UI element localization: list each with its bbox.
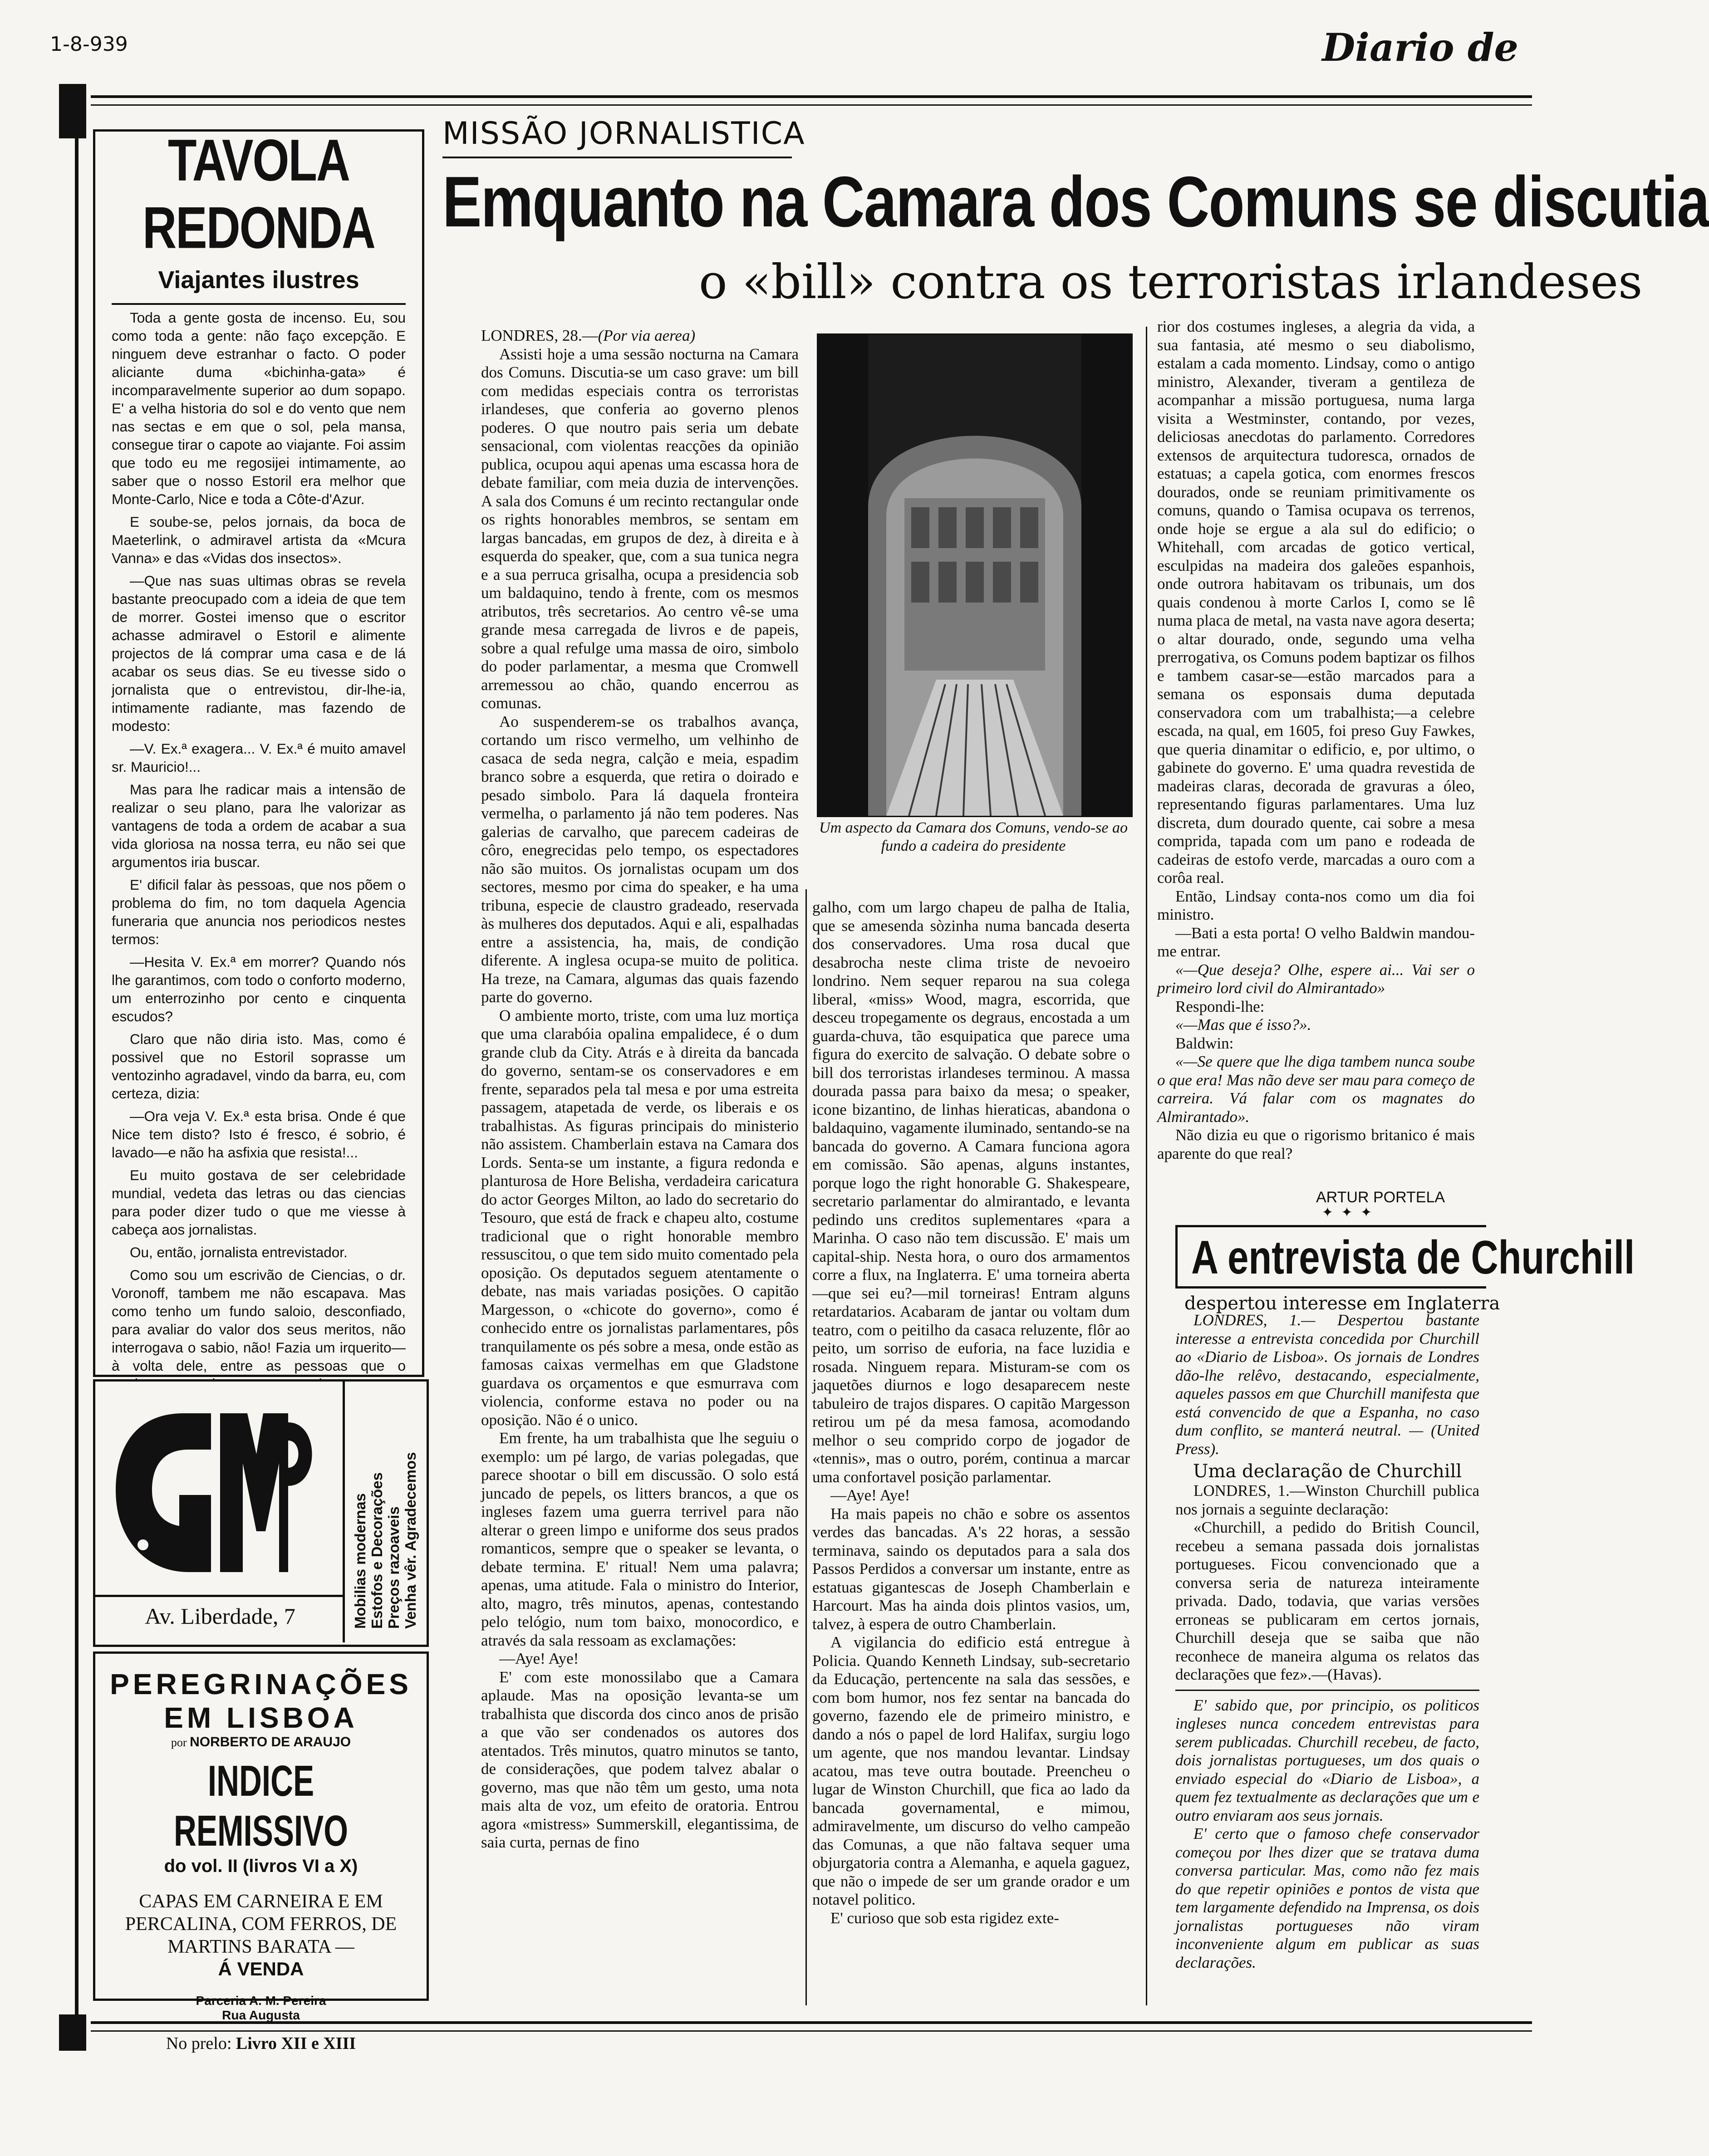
article-paragraph: «—Se quere que lhe diga tambem nunca soube o que era! Mas não deve ser mau para começo de carreira. Vá falar com os magnates do Almirantado».: [1157, 1053, 1475, 1126]
article-paragraph: Baldwin:: [1175, 1034, 1234, 1052]
gmp-address: Av. Liberdade, 7: [145, 1603, 295, 1629]
press-line: [95, 2034, 427, 2053]
tavola-title: TAVOLA REDONDA: [142, 127, 375, 261]
page-date: 1-8-939: [50, 33, 128, 56]
article-paragraph: —Aye! Aye!: [830, 1486, 910, 1504]
churchill-column: [1175, 1311, 1479, 2010]
churchill-headline: A entrevista de Churchill: [1191, 1231, 1635, 1284]
declaration-title: Uma declaração de Churchill: [1193, 1461, 1462, 1482]
gmp-slogan: Mobilias modernas: [352, 1493, 368, 1629]
tavola-paragraph: Mas para lhe radicar mais a intensão de realizar o seu plano, para lhe valorizar as vantagens de toda a ordem de acabar a sua vida gloriosa na nossa terra, eu não sei que argumentos iria buscar.: [112, 781, 406, 870]
tavola-paragraph: Claro que não diria isto. Mas, como é possivel que no Estoril soprasse um ventozinho agradavel, vindo da barra, eu, com certeza, dizia:: [112, 1031, 406, 1102]
churchill-subheadline: despertou interesse em Inglaterra: [1184, 1293, 1500, 1314]
ornament: ✦ ✦ ✦: [1321, 1205, 1374, 1220]
photo-illustration: [818, 335, 1131, 816]
article-paragraph: Não dizia eu que o rigorismo britanico é mais aparente do que real?: [1157, 1126, 1475, 1162]
divider: [1175, 1690, 1479, 1691]
article-paragraph: A vigilancia do edificio está entregue à Policia. Quando Kenneth Lindsay, sub-secretario da Educação, pertencente na sala das sessões, e com bom humor, nos fez sentar na bancada do governo, fazendo ele de primeiro ministro, e dando a nós o papel de lord Halifax, surgiu logo um agente, que nos mandou levantar. Lindsay acatou, mas teve outra boutade. Preencheu o lugar de Winston Churchill, que fica ao lado da bancada governamental, e mimou, admiravelmente, um discurso do velho campeão das Comunas, a que não faltava sequer uma objurgatoria contra a Alemanha, e aquela gaguez, que não o impede de ser um grande orador e um notavel politico.: [812, 1633, 1130, 1908]
article-paragraph: E' curioso que sob esta rigidez exte-: [830, 1909, 1059, 1927]
margin-line: [75, 136, 79, 2019]
article-paragraph: Ha mais papeis no chão e sobre os assentos verdes das bancadas. A's 22 horas, a sessão terminava, saindo os deputados para a sala dos Passos Perdidos a conversar um instante, entre as estatuas gigantescas de Joseph Chamberlain e Harcourt. Mas ha ainda dois plintos vasios, um, talvez, à espera de outro Chamberlain.: [812, 1504, 1130, 1633]
ad-title: PEREGRINAÇÕES: [110, 1668, 412, 1700]
article-column-1: [481, 327, 799, 2010]
index-title: INDICE REMISSIVO: [173, 1757, 349, 1855]
churchill-paragraph: «Churchill, a pedido do British Council, recebeu a semana passada dois jornalistas portugueses. Ficou convencionado que a conversa seria de natureza inteiramente privada. Dado, todavia, que varias versões erroneas se publicaram em certos jornais, Churchill deseja que se saiba que não reconhece de maneira alguma os relatos das declarações que fez».—(Havas).: [1175, 1519, 1479, 1683]
tavola-paragraph: Eu muito gostava de ser celebridade mundial, vedeta das letras ou das ciencias para poder dizer tudo o que me viesse à cabeça aos jornalistas.: [112, 1167, 406, 1238]
gmp-advertisement: [93, 1379, 429, 1647]
article-paragraph: Ao suspenderem-se os trabalhos avança, cortando um risco vermelho, um velhinho de casaca de seda negra, calção e meia, espadim branco sobre a esquerda, que retira o doirado e pesado simbolo. Para lá daquela fronteira vermelha, o parlamento já não tem poderes. Nas galerias de carvalho, que parecem cadeiras de côro, enegrecidas pelo tempo, os espectadores não são muitos. Os jornalistas ocupam um dos sectores, mesmo por cima do speaker, e ha uma tribuna, especie de claustro gradeado, reservada às mulheres dos deputados. Aqui e ali, espalhadas entre a assistencia, ha, mais, de condição diferente. A inglesa ocupa-se muito de politica. Ha treze, na Camara, algumas das quais fazendo parte do governo.: [481, 712, 799, 1006]
gmp-slogan: Venha vêr. Agradecemos: [402, 1452, 419, 1629]
tavola-subtitle: Viajantes ilustres: [158, 266, 359, 294]
gmp-slogans: [352, 1393, 420, 1629]
article-paragraph: rior dos costumes ingleses, a alegria da vida, a sua fantasia, até mesmo o seu diabolismo, estalam a cada momento. Lindsay, como o antigo ministro, Alexander, tiveram a gentileza de acompanhar a missão portuguesa, numa larga visita a Westminster, contando, por vezes, deliciosas anecdotas do parlamento. Corredores extensos de arquitectura tudoresca, ornados de estatuas; a capela gotica, com enormes frescos dourados, onde se reuniam primitivamente os comuns, quando o Tamisa ocupava os terrenos, onde hoje se ergue a ala sul do edificio; o Whitehall, com arcadas de gotico vertical, esculpidas na madeira dos galeões espanhois, onde outrora habitavam os tribunais, um dos quais condenou à morte Carlos I, como se lê numa placa de metal, na vasta nave agora deserta; o altar dourado, onde, segundo uma velha prerrogativa, os Comuns podem baptizar os filhos e tambem casar-se—estão marcados para a semana os esponsais duma deputada conservadora com um trabalhista;—a celebre escada, na qual, em 1605, foi preso Guy Fawkes, que queria dinamitar o edificio, e, por ultimo, o gabinete do governo. E' uma quadra revestida de madeiras claras, decorada de gravuras a óleo, representando figuras parlamentares. Uma luz discreta, dum dourado quente, cai sobre a mesa comprida, tapada com um pano e rodeada de cadeiras de estofo verde, marcadas a ouro com a corôa real.: [1157, 318, 1475, 887]
press-books: Livro XII e XIII: [236, 2034, 356, 2053]
article-paragraph: Então, Lindsay conta-nos como um dia foi ministro.: [1157, 887, 1475, 923]
tavola-paragraph: E soube-se, pelos jornais, da boca de Maeterlink, o admiravel artista da «Mcura Vanna» e das «Vidas dos insectos».: [112, 514, 406, 566]
churchill-paragraph: E' certo que o famoso chefe conservador começou por lhes dizer que se tratava duma conversa particular. Mas, como não fez mais do que repetir opiniões e pontos de vista que tem largamente defendido na Imprensa, os dois jornalistas portugueses não viram inconveniente algum em publicar as suas declarações.: [1175, 1825, 1479, 1971]
divider: [112, 303, 406, 305]
gmp-logo: [107, 1395, 320, 1586]
churchill-paragraph: E' sabido que, por principio, os politicos ingleses nunca concedem entrevistas para serem publicadas. Churchill recebeu, de facto, dois jornalistas portugueses, um dos quais o enviado especial do «Diario de Lisboa», a quem fez textualmente as declarações que um e outro enviaram aos seus jornais.: [1175, 1696, 1479, 1824]
author-name: NORBERTO DE ARAUJO: [190, 1735, 351, 1749]
partner-street: Rua Augusta: [222, 2008, 300, 2022]
tavola-paragraph: —V. Ex.ª exagera... V. Ex.ª é muito amavel sr. Mauricio!...: [112, 740, 406, 775]
article-paragraph: —Aye! Aye!: [499, 1650, 579, 1667]
article-paragraph: Em frente, ha um trabalhista que lhe seguiu o exemplo: um pé largo, de varias polegadas, que parece shootar o bill em discussão. O solo está juncado de pepels, os litters brancos, a que os ingleses fazem uma guerra terrivel para não alterar o green limpo e uniforme dos seus prados romanticos, sempre que o speaker se levanta, o debate termina. E' ritual! Nem uma palavra; apenas, uma atitude. Fala o ministro do Interior, alto, magro, três minutos, apenas, contestando pelo telógio, num tom baixo, monocordico, e através da sala ressoam as exclamações:: [481, 1429, 799, 1649]
ad-title-2: EM LISBOA: [164, 1701, 358, 1734]
tavola-redonda-column: [93, 129, 424, 1377]
article-column-2: [812, 898, 1130, 2010]
bottom-rule: [91, 2021, 1532, 2032]
partner-line: [95, 1994, 427, 2023]
column-rule: [1146, 327, 1147, 2005]
churchill-paragraph: LONDRES, 1.—Winston Churchill publica nos jornais a seguinte declaração:: [1175, 1482, 1479, 1518]
article-paragraph: Respondi-lhe:: [1175, 997, 1265, 1015]
churchill-headline-box: [1175, 1225, 1635, 1289]
partner-name: Parceria A. M. Pereira: [196, 1994, 326, 2008]
covers-line: CAPAS EM CARNEIRA E EM PERCALINA, COM FERROS, DE MARTINS BARATA —: [125, 1891, 397, 1957]
peregrinacoes-advertisement: [93, 1651, 429, 2053]
author-prefix: por: [171, 1736, 187, 1749]
dateline: LONDRES, 28.—: [481, 327, 598, 344]
press-prefix: No prelo:: [166, 2034, 232, 2053]
margin-bar-bottom: [59, 2014, 86, 2051]
masthead: Diario de: [1322, 25, 1518, 70]
photo-caption: Um aspecto da Camara dos Comuns, vendo-se ao fundo a cadeira do presidente: [819, 819, 1128, 854]
article-paragraph: E' com este monossilabo que a Camara aplaude. Mas na oposição levanta-se um trabalhista que discorda dos cinco anos de prisão a que vão ser condenados os autores dos atentados. Três minutos, quatro minutos se tanto, de considerações, que podem talvez abalar o governo, mas que não têm um gesto, uma nota mais alta de voz, um efeito de oratoria. Entrou agora «mistress» Summerskill, elegantissima, de saia curta, pernas de fino: [481, 1668, 799, 1851]
dateline-via: (Por via aerea): [598, 327, 696, 344]
article-paragraph: [481, 327, 799, 345]
article-subheadline: o «bill» contra os terroristas irlandeses: [699, 254, 1643, 309]
tavola-paragraph: Toda a gente gosta de incenso. Eu, sou como toda a gente: não faço excepção. E ninguem deve estranhar o facto. O poder aliciante duma «bichinha-gata» é incomparavelmente superior ao dum sopapo. E' a velha historia do sol e do vento que nem nas sectas e em que o sol, pela mansa, consegue tirar o capote ao viajante. Foi assim que todo eu me regosijei intimamente, ao saber que o nosso Estoril era melhor que Monte-Carlo, Nice e toda a Côte-d'Azur.: [112, 309, 406, 507]
top-rule: [91, 95, 1532, 106]
margin-bar: [59, 84, 86, 138]
article-paragraph: —Bati a esta porta! O velho Baldwin mandou-me entrar.: [1157, 924, 1475, 960]
column-rule: [805, 889, 807, 2005]
divider: [343, 1382, 345, 1642]
tavola-paragraph: E' dificil falar às pessoas, que nos põem o problema do fim, no tom daquela Agencia funeraria que anuncia nos periodicos nestes termos:: [112, 877, 406, 947]
volume-line: do vol. II (livros VI a X): [164, 1856, 358, 1876]
tavola-paragraph: Ou, então, jornalista entrevistador.: [130, 1244, 348, 1260]
tavola-paragraph: —Que nas suas ultimas obras se revela bastante preocupado com a ideia de que tem de morrer. Gostei imenso que o escritor achasse admiravel o Estoril e alimente projectos de lá comprar uma casa e de lá acabar os seus dias. Se eu tivesse sido o jornalista que o entrevistou, dir-lhe-ia, intimamente radiante, mas fazendo de modesto:: [112, 573, 406, 734]
ad-author: [95, 1735, 427, 1750]
tavola-paragraph: —Hesita V. Ex.ª em morrer? Quando nós lhe garantimos, com todo o conforto moderno, um enterrozinho por cento e cinquenta escudos?: [112, 954, 406, 1024]
gmp-slogan: Preços razoaveis: [385, 1506, 402, 1629]
article-paragraph: «—Mas que é isso?».: [1175, 1016, 1311, 1034]
article-column-3: [1157, 318, 1475, 1189]
sale-line: Á VENDA: [218, 1958, 304, 1980]
gmp-slogan: Estofos e Decorações: [368, 1472, 385, 1629]
article-paragraph: «—Que deseja? Olhe, espere ai... Vai ser o primeiro lord civil do Almirantado»: [1157, 960, 1475, 997]
article-paragraph: O ambiente morto, triste, com uma luz mortiça que uma clarabóia opalina empalidece, é o dum grande club da City. Atrás e à direita da bancada do governo, sentam-se os conservadores e em frente, separados pela tal mesa e por uma estreita passagem, atapetada de verde, os liberais e os trabalhistas. As figuras principais do ministerio não assistem. Chamberlain estava na Camara dos Lords. Senta-se um instante, a figura redonda e planturosa de Hore Belisha, verdadeira caricatura do actor Georges Milton, ao lado do secretario do Tesouro, que está de frack e chapeu alto, costume tradicional que o right honorable membro ressuscitou, o que tem sido muito comentado pela oposição. Os deputados seguem atentamente o debate, nas mais variadas posições. O capitão Margesson, o «chicote do governo», como é conhecido entre os jornalistas parlamentares, pôs tranquilamente os pés sobre a mesa, onde estão as famosas caixas vermelhas em que Gladstone guardava os orçamentos e que esmurrava com violencia, conforme estava no poder ou na oposição. Não é o unico.: [481, 1006, 799, 1429]
article-headline: Emquanto na Camara dos Comuns se discutia: [442, 162, 1709, 242]
article-paragraph: galho, com um largo chapeu de palha de Italia, que se amesenda sòzinha numa bancada deserta dos conservadores. Uma rosa ducal que desabrocha neste clima triste de nevoeiro londrino. Nem sequer reparou na sua colega liberal, «miss» Wood, magra, escorrida, que desceu tropegamente os degraus, encostada a um guarda-chuva, tão esquipatica que parece uma figura do exercito de salvação. O debate sobre o bill dos terroristas irlandeses terminou. A massa dourada passa para baixo da mesa; o speaker, icone bizantino, de linhas hieraticas, abandona o baldaquino, vagamente iluminado, sentando-se na bancada do governo. A Camara funciona agora em comissão. São apenas, alguns instantes, porque logo the right honorable G. Shakespeare, secretario parlamentar do almirantado, e levanta pedindo uns creditos suplementares «para a Marinha. O caso não tem discussão. E' mais um capital-ship. Nesta hora, o ouro dos armamentos corre a flux, na Inglaterra. E' uma torneira aberta—que sei eu?—mil torneiras! Entram alguns retardatarios. Acabaram de jantar ou voltam dum teatro, com o peitilho da casaca reluzente, flôr ao peito, um sorriso de euforia, na face luzidia e rosada. Ninguem repara. Misturam-se com os jaquetões diurnos e logo desaparecem neste tabuleiro de trajos dispares. O capitão Margesson retirou um pé da mesa famosa, acomodando melhor o seu comprido corpo de jogador de «tennis», mas o outro, porém, continua a marcar uma confortavel posição parlamentar.: [812, 898, 1130, 1486]
article-photo: [817, 333, 1133, 817]
article-kicker: MISSÃO JORNALISTICA: [442, 116, 805, 152]
churchill-paragraph: LONDRES, 1.— Despertou bastante interesse a entrevista concedida por Churchill ao «Diario de Lisboa». Os jornais de Londres dão-lhe relêvo, destacando, especialmente, aqueles passos em que Churchill manifesta que está convencido de que a Espanha, no caso dum conflito, se manterá neutral. — (United Press).: [1175, 1311, 1479, 1458]
tavola-paragraph: Como sou um escrivão de Ciencias, o dr. Voronoff, tambem me não escapava. Mas como tenho um fundo saloio, desconfiado, para avaliar do valor dos seus meritos, não interrogava o sabio, não! Fazia um irquerito—à volta dele, entre as pessoas que o: [112, 1267, 406, 1374]
divider: [95, 1595, 343, 1597]
tavola-paragraph: —Ora veja V. Ex.ª esta brisa. Onde é que Nice tem disto? Isto é fresco, é sobrio, é lavado—e não ha asfixia que resista!...: [112, 1108, 406, 1161]
article-signature: ARTUR PORTELA: [1316, 1189, 1445, 1206]
divider: [442, 157, 792, 158]
article-paragraph: Assisti hoje a uma sessão nocturna na Camara dos Comuns. Discutia-se um caso grave: um bill com medidas especiais contra os terroristas irlandeses, que conferia ao governo plenos poderes. O que noutro pais seria um debate sensacional, com violentas reacções da opinião publica, ocupou aqui apenas uma escassa hora de debate familiar, com meia duzia de intervenções. A sala dos Comuns é um recinto rectangular onde os rights honorables membros, se sentam em largas bancadas, em grupos de dez, à direita e à esquerda do speaker, que, com a sua tunica negra e a sua perruca grisalha, ocupa a presidencia sob um baldaquino, tendo à frente, com os mesmos atributos, três secretarios. Ao centro vê-se uma grande mesa carregada de livros e de papeis, sobre a qual refulge uma massa de oiro, simbolo do poder parlamentar, a mesma que Cromwell arremessou ao chão, quando encerrou as comunas.: [481, 345, 799, 712]
